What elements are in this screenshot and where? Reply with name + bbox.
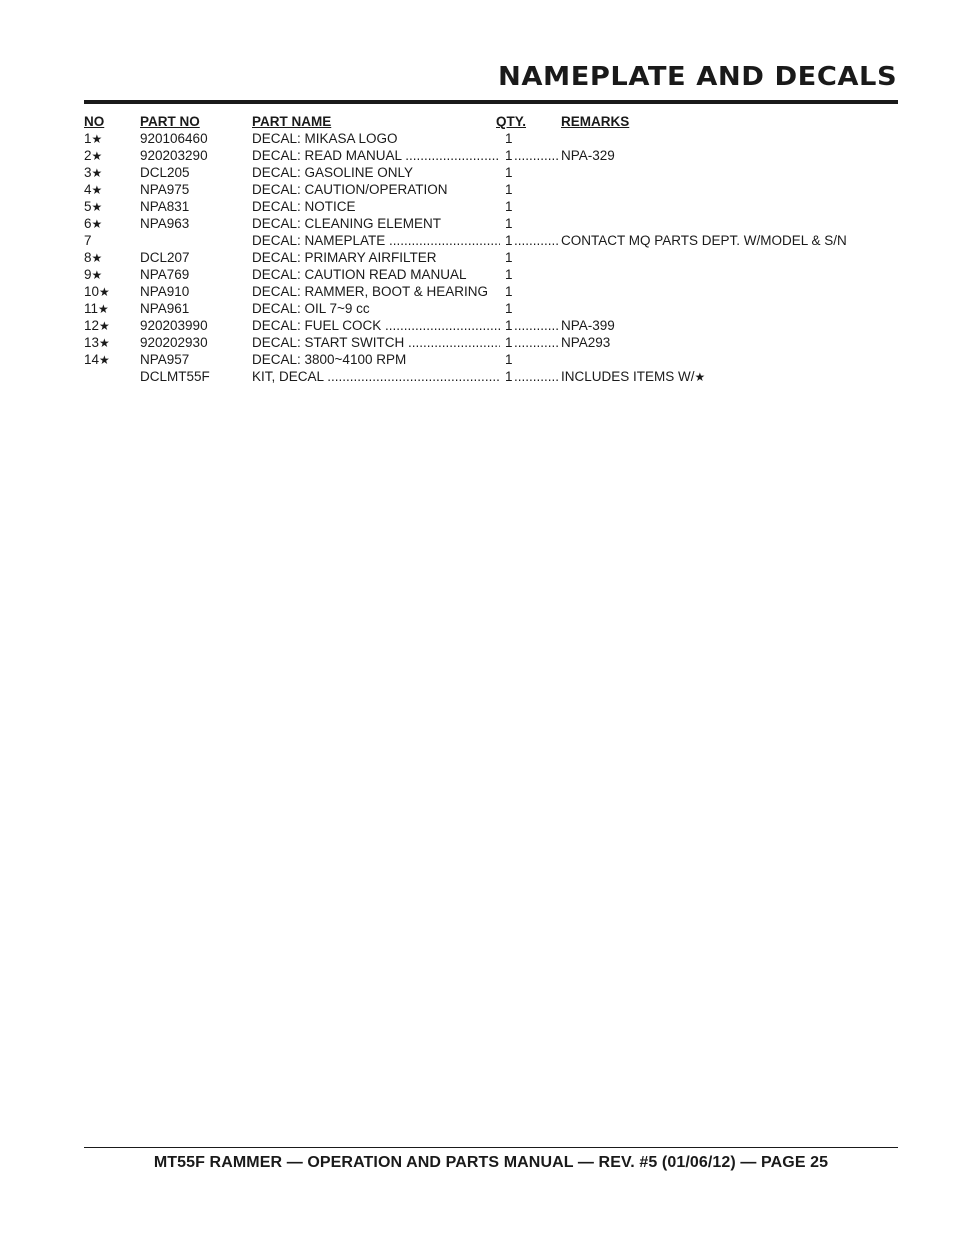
quantity: 1 (505, 199, 513, 214)
table-row (84, 164, 884, 181)
table-header (84, 113, 884, 130)
quantity: 1 (505, 182, 513, 197)
parts-table (84, 113, 884, 385)
star-icon: ★ (98, 302, 109, 316)
quantity: 1 (505, 267, 513, 282)
star-icon: ★ (91, 166, 103, 180)
part-name: DECAL: CLEANING ELEMENT (252, 216, 442, 231)
quantity: 1 (505, 131, 513, 146)
part-number: NPA961 (140, 301, 190, 316)
header-qty: QTY. (496, 114, 527, 129)
part-number: 920106460 (140, 131, 208, 146)
item-number: 11★ (84, 301, 109, 316)
remarks-leader (514, 317, 558, 334)
page-footer: MT55F RAMMER — OPERATION AND PARTS MANUAL — REV. #5 (01/06/12) — PAGE 25 (153, 1154, 829, 1171)
table-row (84, 181, 884, 198)
table-body (84, 130, 884, 385)
quantity: 1 (505, 148, 513, 163)
part-name: DECAL: NAMEPLATE ..... (252, 232, 500, 249)
star-icon: ★ (91, 200, 103, 214)
item-number: 8★ (84, 250, 103, 265)
part-name: KIT, DECAL ..... (252, 368, 500, 385)
part-number: 920203290 (140, 148, 208, 163)
part-name: DECAL: RAMMER, BOOT & HEARING (252, 284, 489, 299)
item-number: 1★ (84, 131, 103, 146)
part-name: DECAL: CAUTION/OPERATION (252, 182, 448, 197)
star-icon: ★ (91, 132, 103, 146)
part-name: DECAL: MIKASA LOGO (252, 131, 398, 146)
part-name: DECAL: NOTICE (252, 199, 356, 214)
star-icon: ★ (99, 285, 110, 299)
table-row (84, 147, 884, 164)
quantity: 1 (505, 369, 513, 384)
star-icon: ★ (91, 149, 103, 163)
quantity: 1 (505, 318, 513, 333)
part-name: DECAL: PRIMARY AIRFILTER (252, 250, 437, 265)
part-number: NPA831 (140, 199, 190, 214)
remarks: NPA293 (561, 335, 611, 350)
item-number: 12★ (84, 318, 110, 333)
table-row (84, 215, 884, 232)
quantity: 1 (505, 165, 513, 180)
header-no: NO (84, 114, 105, 129)
item-number: 5★ (84, 199, 103, 214)
part-number: NPA975 (140, 182, 190, 197)
item-number: 3★ (84, 165, 103, 180)
remarks-leader (514, 232, 558, 249)
remarks: INCLUDES ITEMS W/★ (561, 369, 706, 384)
star-icon: ★ (99, 319, 110, 333)
item-number: 9★ (84, 267, 103, 282)
item-number: 13★ (84, 335, 110, 350)
star-icon: ★ (91, 268, 103, 282)
table-row (84, 317, 884, 334)
part-name: DECAL: OIL 7~9 cc (252, 301, 370, 316)
table-row (84, 300, 884, 317)
star-icon: ★ (91, 217, 103, 231)
part-number: 920202930 (140, 335, 208, 350)
part-number: NPA957 (140, 352, 190, 367)
table-row (84, 283, 884, 300)
star-icon: ★ (694, 370, 706, 384)
part-number: NPA769 (140, 267, 190, 282)
remarks-leader (514, 368, 558, 385)
part-number: 920203990 (140, 318, 208, 333)
remarks-leader (514, 147, 558, 164)
part-number: NPA910 (140, 284, 190, 299)
quantity: 1 (505, 335, 513, 350)
item-number: 4★ (84, 182, 103, 197)
table-row (84, 351, 884, 368)
table-row (84, 198, 884, 215)
item-number: 14★ (84, 352, 110, 367)
quantity: 1 (505, 216, 513, 231)
part-name: DECAL: GASOLINE ONLY (252, 165, 414, 180)
table-row (84, 266, 884, 283)
star-icon: ★ (91, 183, 103, 197)
quantity: 1 (505, 250, 513, 265)
table-row (84, 130, 884, 147)
star-icon: ★ (99, 336, 110, 350)
part-number: NPA963 (140, 216, 190, 231)
table-row (84, 249, 884, 266)
item-number: 10★ (84, 284, 110, 299)
part-name: DECAL: START SWITCH ..... (252, 334, 500, 351)
table-row (84, 232, 884, 249)
quantity: 1 (505, 284, 513, 299)
part-number: DCL207 (140, 250, 190, 265)
remarks: NPA-399 (561, 318, 615, 333)
part-name: DECAL: 3800~4100 RPM (252, 352, 407, 367)
part-number: DCLMT55F (140, 369, 210, 384)
part-number: DCL205 (140, 165, 190, 180)
quantity: 1 (505, 233, 513, 248)
item-number: 7 (84, 233, 92, 248)
footer-rule (84, 1147, 898, 1148)
header-part-no: PART NO (140, 114, 200, 129)
part-name: DECAL: CAUTION READ MANUAL (252, 267, 467, 282)
remarks: NPA-329 (561, 148, 615, 163)
part-name: DECAL: READ MANUAL ..... (252, 147, 500, 164)
quantity: 1 (505, 352, 513, 367)
page-title: NAMEPLATE AND DECALS (497, 62, 897, 92)
part-name: DECAL: FUEL COCK ..... (252, 317, 500, 334)
header-remarks: REMARKS (561, 114, 630, 129)
remarks: CONTACT MQ PARTS DEPT. W/MODEL & S/N (561, 233, 847, 248)
item-number: 6★ (84, 216, 103, 231)
title-rule (84, 100, 898, 104)
table-row (84, 334, 884, 351)
item-number: 2★ (84, 148, 103, 163)
star-icon: ★ (91, 251, 103, 265)
star-icon: ★ (99, 353, 110, 367)
table-row (84, 368, 884, 385)
quantity: 1 (505, 301, 513, 316)
header-part-name: PART NAME (252, 114, 332, 129)
remarks-leader (514, 334, 558, 351)
